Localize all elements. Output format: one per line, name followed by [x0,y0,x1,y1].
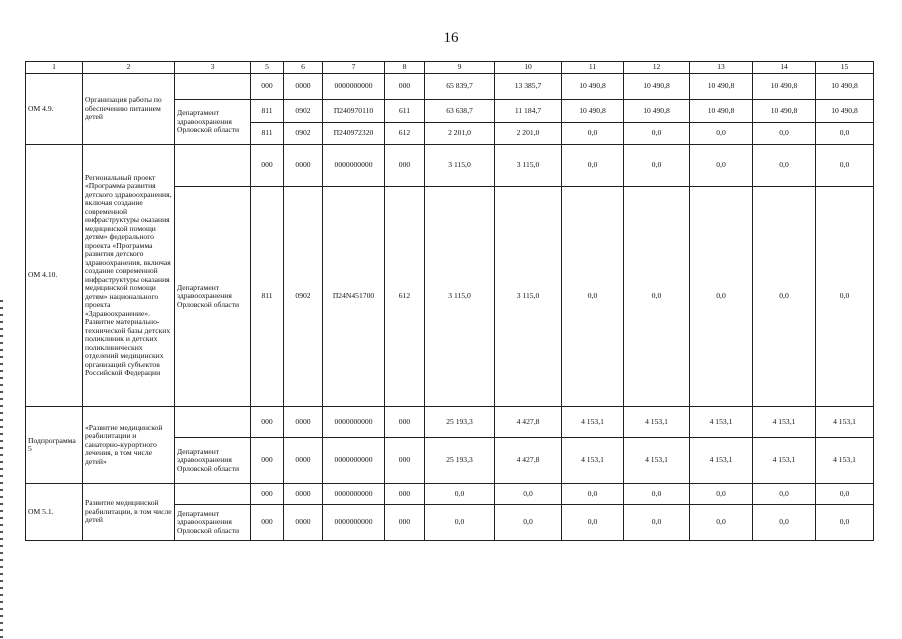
classification-code-cell: П240972320 [323,123,385,145]
row-code: Подпрограмма 5 [26,407,83,484]
classification-code-cell: 0902 [284,123,323,145]
column-header: 15 [816,62,874,74]
amount-cell: 3 115,0 [425,187,495,407]
executor-cell-empty [175,74,251,100]
row-code: ОМ 4.10. [26,145,83,407]
amount-cell: 10 490,8 [753,100,816,123]
amount-cell: 10 490,8 [562,100,624,123]
table-row [26,74,874,100]
amount-cell: 10 490,8 [753,74,816,100]
amount-cell: 4 427,8 [495,407,562,438]
table-header-row [26,62,874,74]
classification-code-cell: 0000000000 [323,145,385,187]
classification-code-cell: 0000 [284,505,323,541]
column-header: 12 [624,62,690,74]
executor-cell-empty [175,407,251,438]
amount-cell: 0,0 [425,505,495,541]
amount-cell: 0,0 [816,145,874,187]
classification-code-cell: 000 [385,484,425,505]
classification-code-cell: 611 [385,100,425,123]
amount-cell: 4 153,1 [816,438,874,484]
classification-code-cell: 000 [385,145,425,187]
amount-cell: 0,0 [690,505,753,541]
amount-cell: 0,0 [816,123,874,145]
table-body [26,74,874,541]
column-header: 11 [562,62,624,74]
amount-cell: 65 839,7 [425,74,495,100]
executor-department: Департамент здравоохранения Орловской области [175,187,251,407]
classification-code-cell: 000 [251,407,284,438]
executor-department: Департамент здравоохранения Орловской области [175,100,251,145]
amount-cell: 4 153,1 [624,407,690,438]
column-header: 1 [26,62,83,74]
table-row [26,484,874,505]
amount-cell: 2 201,0 [495,123,562,145]
amount-cell: 0,0 [562,484,624,505]
column-header: 10 [495,62,562,74]
page-number: 16 [443,30,459,46]
amount-cell: 10 490,8 [816,74,874,100]
classification-code-cell: 000 [251,438,284,484]
classification-code-cell: 000 [385,505,425,541]
column-header: 6 [284,62,323,74]
amount-cell: 0,0 [816,187,874,407]
column-header: 14 [753,62,816,74]
amount-cell: 3 115,0 [495,187,562,407]
amount-cell: 2 201,0 [425,123,495,145]
column-header: 8 [385,62,425,74]
amount-cell: 4 153,1 [624,438,690,484]
amount-cell: 0,0 [562,123,624,145]
classification-code-cell: 0902 [284,187,323,407]
row-code: ОМ 5.1. [26,484,83,541]
amount-cell: 4 153,1 [562,438,624,484]
amount-cell: 0,0 [753,505,816,541]
executor-cell-empty [175,484,251,505]
amount-cell: 13 385,7 [495,74,562,100]
amount-cell: 10 490,8 [816,100,874,123]
amount-cell: 4 153,1 [690,438,753,484]
amount-cell: 0,0 [624,123,690,145]
amount-cell: 4 153,1 [562,407,624,438]
amount-cell: 0,0 [753,484,816,505]
amount-cell: 0,0 [624,145,690,187]
amount-cell: 11 184,7 [495,100,562,123]
row-name: Организация работы по обеспечению питанием детей [83,74,175,145]
column-header: 9 [425,62,495,74]
classification-code-cell: 000 [385,407,425,438]
amount-cell: 25 193,3 [425,438,495,484]
classification-code-cell: 0000000000 [323,484,385,505]
row-name: Региональный проект «Программа развития детского здравоохранения, включая создание современной инфраструктуры оказания медицинской помощи детям» федерального проекта «Программа развития детского здравоохранения, включая создание современной инфраструктуры оказания медицинской помощи детям» национального проекта «Здравоохранение». Развитие материально-технической базы детских поликлиник и детских поликлинических отделений медицинских организаций субъектов Российской Федерации [83,145,175,407]
amount-cell: 0,0 [624,187,690,407]
executor-cell-empty [175,145,251,187]
classification-code-cell: 0000 [284,484,323,505]
row-name: Развитие медицинской реабилитации, в том числе детей [83,484,175,541]
table-row [26,145,874,187]
classification-code-cell: 000 [251,505,284,541]
row-name: «Развитие медицинской реабилитации и санаторно-курортного лечения, в том числе детей» [83,407,175,484]
amount-cell: 4 153,1 [753,438,816,484]
classification-code-cell: 612 [385,123,425,145]
classification-code-cell: 811 [251,100,284,123]
classification-code-cell: 0000 [284,145,323,187]
classification-code-cell: 000 [251,74,284,100]
classification-code-cell: 612 [385,187,425,407]
classification-code-cell: 811 [251,123,284,145]
column-header: 7 [323,62,385,74]
classification-code-cell: 000 [251,145,284,187]
amount-cell: 10 490,8 [690,74,753,100]
amount-cell: 10 490,8 [624,74,690,100]
amount-cell: 4 427,8 [495,438,562,484]
amount-cell: 10 490,8 [624,100,690,123]
amount-cell: 10 490,8 [690,100,753,123]
amount-cell: 3 115,0 [495,145,562,187]
row-code: ОМ 4.9. [26,74,83,145]
classification-code-cell: 811 [251,187,284,407]
amount-cell: 0,0 [690,123,753,145]
classification-code-cell: 000 [385,438,425,484]
scan-margin-marks [0,300,3,639]
budget-table [25,61,874,541]
column-header: 3 [175,62,251,74]
amount-cell: 0,0 [753,187,816,407]
amount-cell: 4 153,1 [816,407,874,438]
executor-department: Департамент здравоохранения Орловской области [175,438,251,484]
amount-cell: 0,0 [816,484,874,505]
amount-cell: 3 115,0 [425,145,495,187]
amount-cell: 0,0 [562,187,624,407]
amount-cell: 0,0 [690,187,753,407]
amount-cell: 10 490,8 [562,74,624,100]
amount-cell: 0,0 [624,505,690,541]
amount-cell: 0,0 [562,145,624,187]
classification-code-cell: П240970110 [323,100,385,123]
classification-code-cell: 0000 [284,438,323,484]
classification-code-cell: 0902 [284,100,323,123]
classification-code-cell: П24N451700 [323,187,385,407]
classification-code-cell: 0000000000 [323,438,385,484]
amount-cell: 4 153,1 [753,407,816,438]
amount-cell: 0,0 [624,484,690,505]
amount-cell: 0,0 [816,505,874,541]
amount-cell: 0,0 [425,484,495,505]
executor-department: Департамент здравоохранения Орловской области [175,505,251,541]
amount-cell: 0,0 [562,505,624,541]
amount-cell: 4 153,1 [690,407,753,438]
classification-code-cell: 0000 [284,407,323,438]
table-row [26,407,874,438]
amount-cell: 0,0 [753,123,816,145]
budget-table-sheet [25,61,873,541]
classification-code-cell: 0000 [284,74,323,100]
classification-code-cell: 0000000000 [323,74,385,100]
amount-cell: 0,0 [495,505,562,541]
amount-cell: 25 193,3 [425,407,495,438]
classification-code-cell: 0000000000 [323,407,385,438]
classification-code-cell: 000 [385,74,425,100]
classification-code-cell: 000 [251,484,284,505]
amount-cell: 63 638,7 [425,100,495,123]
classification-code-cell: 0000000000 [323,505,385,541]
amount-cell: 0,0 [690,145,753,187]
amount-cell: 0,0 [753,145,816,187]
amount-cell: 0,0 [495,484,562,505]
amount-cell: 0,0 [690,484,753,505]
column-header: 13 [690,62,753,74]
column-header: 5 [251,62,284,74]
column-header: 2 [83,62,175,74]
